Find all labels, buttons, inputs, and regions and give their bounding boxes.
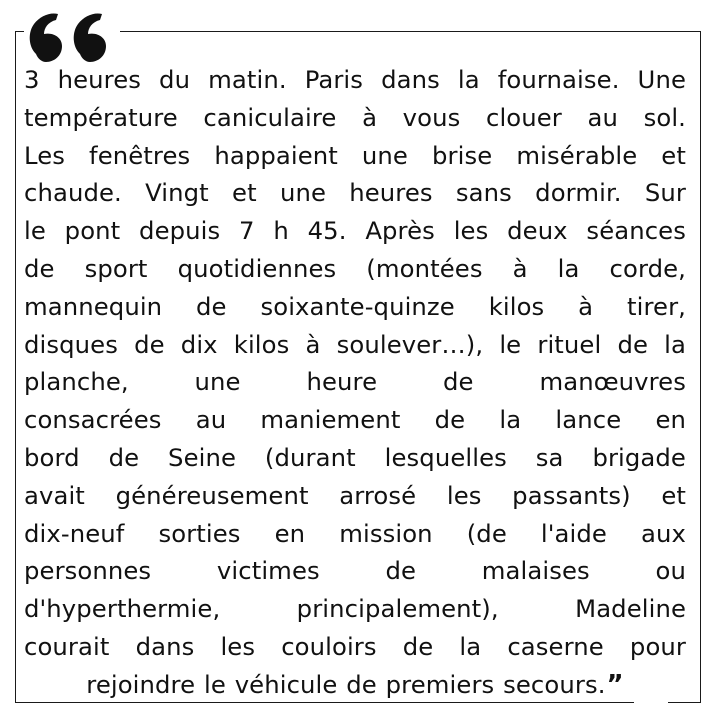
quote-line: consacrées au maniement de la lance en — [24, 405, 686, 435]
quote-line: avait généreusement arrosé les passants) et — [24, 480, 686, 510]
quote-last-line — [24, 666, 686, 705]
quote-line: température caniculaire à vous clouer au sol. — [24, 102, 686, 132]
quote-line: dix-neuf sorties en mission (de l'aide aux — [24, 518, 686, 548]
open-quote-icon — [26, 6, 118, 66]
quote-line: le pont depuis 7 h 45. Après les deux séances — [24, 216, 686, 246]
quote-line: Les fenêtres happaient une brise misérable et — [24, 140, 686, 170]
quote-line: mannequin de soixante-quinze kilos à tirer, — [24, 291, 686, 321]
quote-text — [24, 61, 686, 705]
open-quote-right-mark — [74, 13, 106, 62]
quote-line: d'hyperthermie, principalement), Madeline — [24, 594, 686, 624]
quote-line: bord de Seine (durant lesquelles sa brigade — [24, 442, 686, 472]
quote-line: disques de dix kilos à soulever…), le rituel de la — [24, 329, 686, 359]
quote-line: de sport quotidiennes (montées à la corde, — [24, 253, 686, 283]
open-quote-left-mark — [30, 13, 62, 62]
quote-line: 3 heures du matin. Paris dans la fournaise. Une — [24, 65, 686, 94]
quote-line-text: rejoindre le véhicule de premiers secours. — [86, 669, 606, 699]
quote-line: personnes victimes de malaises ou — [24, 556, 686, 586]
quote-line: chaude. Vingt et une heures sans dormir. Sur — [24, 178, 686, 208]
quote-line: courait dans les couloirs de la caserne pour — [24, 631, 686, 661]
quote-line: planche, une heure de manœuvres — [24, 367, 686, 397]
close-quote-mark: ” — [606, 669, 624, 700]
